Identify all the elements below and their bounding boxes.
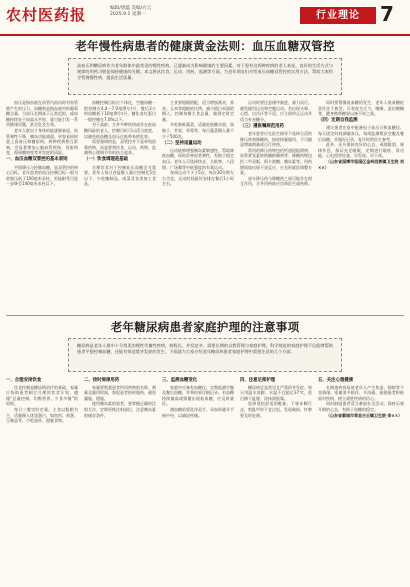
author-signature: （山东省淄博市临淄区金岭回族镇卫生院 刘××）	[318, 158, 404, 170]
paragraph: 常用的降压药物包括钙通道阻滞剂、血管紧张素转换酶抑制剂等；降糖药物包括二甲双胍、阿卡波糖、胰岛素等。用药期间如出现不良反应，应及时就医调整方案。	[240, 147, 312, 176]
paragraph: 家属要熟悉患者所用药物的名称、剂量及服用时间，督促患者按时服药，避免漏服、错服。	[84, 384, 156, 401]
article2-column-3	[162, 376, 234, 582]
paragraph: 此外，还应保持良好的心态，戒烟限酒，规律作息，保证充足睡眠，定期进行眼底、肾功能、心电图等检查，早发现、早干预。	[318, 142, 404, 159]
paragraph: 糖尿病足是常见且严重的并发症。每天用温水洗脚，水温不宜超过37℃，洗后擦干趾缝，涂抹润肤霜。	[240, 384, 312, 401]
article2-title: 老年糖尿病患者家庭护理的注意事项	[110, 320, 300, 334]
article2-column-2	[84, 376, 156, 582]
section-heading: 二、按时规律用药	[84, 377, 120, 383]
article1-abstract: 高血压和糖尿病作为老年群体中最常见的慢性疾病，已逐渐成为影响健康的主要因素。对于患有这两种疾病的老人来说，良好的生活方式与规律的用药习惯是保持健康的关键。本文将从饮食、运动、用药、监测等方面，为老年朋友们介绍血压血糖双管控的实用方法，帮助大家科学管理慢性病，提高生活质量。	[68, 58, 342, 95]
article2-column-1	[6, 376, 78, 582]
paragraph: 多吃新鲜蔬菜，适量吃低糖水果，如柚子、苹果、草莓等，每日蔬菜摄入量不少于500克。	[162, 122, 234, 139]
section-heading: 一、合理安排饮食	[6, 377, 42, 383]
article2-column-5	[318, 376, 404, 582]
article1-column-2	[84, 100, 156, 312]
paragraph: 需要强调的是，双管控并不是单纯依靠药物，而是要将饮食、运动、药物、监测和心理调节有机结合起来。	[84, 139, 156, 156]
article2-abstract: 糖尿病是老年人群中十分常见的慢性代谢性疾病，病程长、并发症多，需要长期的自我管理与家庭护理。科学规范的家庭护理不仅能够帮助患者平稳控制血糖，还能有效延缓并发症的发生。下面就为大家介绍老年糖尿病患者家庭护理中需要注意的几个方面。	[68, 338, 342, 372]
section-heading: 四、注意足部护理	[240, 377, 276, 383]
paragraph: 选择宽松舒适的鞋袜，不要赤脚行走，剪趾甲时不宜过短，发现破损、红肿要及时处理。	[240, 401, 312, 418]
article1-column-5	[318, 100, 404, 312]
section-heading: 三、监测血糖变化	[162, 377, 198, 383]
article1-title: 老年慢性病患者的健康黄金法则：血压血糖双管控	[75, 39, 335, 53]
section-heading: （二）坚持适量运动	[162, 140, 202, 146]
article2-column-4	[240, 376, 312, 582]
date-line: 2025.9.1 星期一	[110, 12, 146, 17]
article-divider	[6, 315, 404, 316]
paragraph: 主食要粗细搭配，适当增加燕麦、荞麦、玉米等粗粮的比例，减少精白米面的摄入，控制每餐主食总量，做到定时定量。	[162, 100, 234, 122]
paragraph: 平稳降压与控制血糖，是双管控的核心目标。老年患者的血压控制目标一般为收缩压低于150毫米汞柱，若能耐受可进一步降至140毫米汞柱以下。	[6, 164, 78, 187]
paragraph: 同时要警惕低血糖的发生，老年人低血糖症状往往不典型，可表现为乏力、嗜睡、意识模糊等，随身携带糖果以备不时之需。	[318, 100, 404, 117]
paragraph: 对于高龄、合并多种疾病或存在低血糖风险的老人，控制目标可以适当放宽，以避免低血糖及血压过低带来的危害。	[84, 122, 156, 139]
article1-column-3	[162, 100, 234, 312]
article1-column-4	[240, 100, 312, 312]
section-heading: （四）定期自我监测	[318, 118, 358, 124]
paragraph: 测血糖前要洗净双手，采血时避开手指中央，以减轻疼痛。	[162, 406, 234, 418]
author-signature: （山东省聊城市莘县古云镇卫生院 李××）	[326, 412, 403, 418]
paragraph: 长期患病容易使老年人产生焦虑、抑郁等不良情绪。家属要多陪伴、多沟通，鼓励患者积极面对疾病，树立战胜疾病的信心。	[318, 384, 404, 401]
paragraph: 同时鼓励患者适当参加社交活动，保持乐观开朗的心态，有助于血糖的稳定。	[318, 401, 404, 412]
section-label: 行业理论	[300, 7, 376, 24]
paragraph: 部分降压药与降糖药之间可能存在相互作用，合并用药前应咨询医生或药师。	[240, 175, 312, 187]
page-number: 7	[380, 2, 394, 26]
paragraph: 血糖控制目标应个体化，空腹血糖一般控制在4.4～7.0毫摩尔/升，餐后2小时血糖低于10毫摩尔/升，糖化血红蛋白一般控制在7.0%以下。	[84, 100, 156, 122]
masthead	[0, 0, 410, 36]
paragraph: 合理饮食对于控制血压血糖至关重要。老年人每日食盐摄入量应控制在5克以下，少吃腌制品、咸菜及各类加工食品。	[84, 164, 156, 187]
section-heading: 一、血压血糖双管控的基本原则	[6, 157, 68, 163]
paragraph: 使用胰岛素的患者，要掌握正确的注射方法，定期更换注射部位，注意胰岛素的储存条件。	[84, 401, 156, 418]
paragraph: 饮食控制是糖尿病治疗的基础。家属应协助患者制订合理的饮食计划，遵循“总量控制、均衡营养、少食多餐”的原则。	[6, 384, 78, 407]
article1-column-1	[6, 100, 78, 312]
paragraph: 运动能够增强胰岛素敏感性，帮助降低血糖，同时改善血管弹性，有助于稳定血压。老年人可选择快走、太极拳、八段锦、广场舞等中低强度的有氧运动。	[162, 147, 234, 170]
masthead-meta	[110, 6, 151, 18]
editor-line: 编辑/唐蕴 美编/方云	[110, 6, 152, 11]
paragraph: 血压是指血液在血管内流动时对血管壁产生的压力，血糖则是指血液中的葡萄糖含量。当血压长期高于正常范围，或血糖持续处于较高水平时，就可能引发一系列健康问题，甚至危及生命。	[6, 100, 78, 128]
paragraph: 建议患者在家中配备电子血压计和血糖仪，每天固定时间测量血压，每周监测数次空腹及餐后血糖，并做好记录，复诊时供医生参考。	[318, 125, 404, 142]
section-heading: （一）饮食调理是基础	[84, 157, 128, 163]
section-heading: （三）遵医嘱规范用药	[240, 123, 284, 129]
newspaper-logo: 农村医药报	[6, 6, 87, 24]
paragraph: 老年人群由于身体机能逐渐衰退，血管弹性下降、胰岛功能减弱，更容易同时患上高血压和糖尿病。两种疾病相互影响，会显著增加心脑血管疾病、肾脏病变、视网膜病变等并发症的风险。	[6, 127, 78, 156]
paragraph: 运动时要注意循序渐进，量力而行，避免剧烈运动和空腹运动。若出现头晕、心慌、出冷汗等不适，应立即停止运动并适当补充糖分。	[240, 100, 312, 122]
paragraph: 老年患者应在医生指导下选择合适的降压药和降糖药，按时按量服用，不可随意增减剂量或自行停药。	[240, 130, 312, 148]
paragraph: 家庭中应备有血糖仪，定期监测空腹及餐后血糖，并将结果详细记录。若血糖持续偏高或频繁出现低血糖，应及时就医。	[162, 384, 234, 407]
section-heading: 五、关注心理健康	[318, 377, 354, 383]
paragraph: 每周运动不少于5次，每次30分钟左右为宜，运动时间最好安排在餐后1小时左右。	[162, 170, 234, 187]
paragraph: 每日三餐定时定量，主食以粗粮为主，适量摄入优质蛋白，如鱼肉、鸡蛋、豆制品等，少吃油炸、甜腻食物。	[6, 406, 78, 424]
